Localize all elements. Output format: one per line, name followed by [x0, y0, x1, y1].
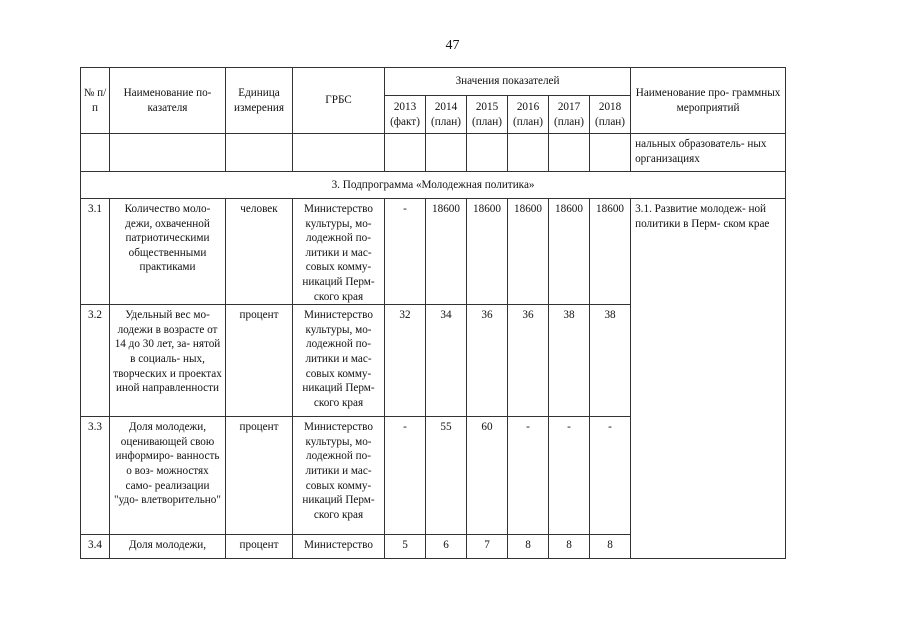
indicators-table [80, 67, 786, 559]
row-value-2013: - [385, 199, 426, 305]
continuation-row [81, 134, 786, 172]
row-value-2015: 7 [467, 535, 508, 559]
table-row [81, 199, 786, 305]
header-name: Наименование по- казателя [110, 68, 226, 134]
row-grbs: Министерство [293, 535, 385, 559]
row-num: 3.4 [81, 535, 110, 559]
header-grbs: ГРБС [293, 68, 385, 134]
row-name: Удельный вес мо- лодежи в возрасте от 14 до 30 лет, за- нятой в социаль- ных, творческих и проектах иной направленности [110, 305, 226, 417]
row-value-2015: 18600 [467, 199, 508, 305]
row-value-2017: 18600 [549, 199, 590, 305]
row-value-2015: 36 [467, 305, 508, 417]
row-unit: процент [226, 417, 293, 535]
row-value-2016: 18600 [508, 199, 549, 305]
row-value-2013: 5 [385, 535, 426, 559]
row-name: Доля молодежи, [110, 535, 226, 559]
page-number: 47 [445, 38, 460, 53]
program-measure: 3.1. Развитие молодеж- ной политики в Перм- ском крае [631, 199, 786, 559]
row-value-2014: 18600 [426, 199, 467, 305]
row-unit: процент [226, 535, 293, 559]
header-row-top [81, 68, 786, 96]
row-value-2017: 8 [549, 535, 590, 559]
header-unit: Единица измерения [226, 68, 293, 134]
header-num: № п/п [81, 68, 110, 134]
header-year-2018: 2018 (план) [590, 96, 631, 134]
row-value-2017: 38 [549, 305, 590, 417]
row-num: 3.1 [81, 199, 110, 305]
row-value-2017: - [549, 417, 590, 535]
row-value-2014: 6 [426, 535, 467, 559]
row-value-2014: 55 [426, 417, 467, 535]
row-value-2014: 34 [426, 305, 467, 417]
row-num: 3.2 [81, 305, 110, 417]
row-name: Доля молодежи, оценивающей свою информиро- ванность о воз- можностях само- реализации "удо- влетворительно" [110, 417, 226, 535]
row-grbs: Министерство культуры, мо- лодежной по- литики и мас- совых комму- никаций Перм- ского края [293, 199, 385, 305]
row-value-2016: 36 [508, 305, 549, 417]
row-value-2018: - [590, 417, 631, 535]
row-value-2016: 8 [508, 535, 549, 559]
row-value-2018: 8 [590, 535, 631, 559]
row-unit: человек [226, 199, 293, 305]
row-name: Количество моло- дежи, охваченной патриотическими общественными практиками [110, 199, 226, 305]
row-unit: процент [226, 305, 293, 417]
header-values-group: Значения показателей [385, 68, 631, 96]
row-value-2016: - [508, 417, 549, 535]
header-program: Наименование про- граммных мероприятий [631, 68, 786, 134]
row-value-2013: 32 [385, 305, 426, 417]
subprogram-title: 3. Подпрограмма «Молодежная политика» [81, 172, 786, 199]
header-year-2017: 2017 (план) [549, 96, 590, 134]
row-num: 3.3 [81, 417, 110, 535]
row-value-2018: 38 [590, 305, 631, 417]
header-year-2013: 2013 (факт) [385, 96, 426, 134]
row-grbs: Министерство культуры, мо- лодежной по- литики и мас- совых комму- никаций Перм- ского края [293, 305, 385, 417]
header-year-2015: 2015 (план) [467, 96, 508, 134]
header-year-2016: 2016 (план) [508, 96, 549, 134]
row-value-2013: - [385, 417, 426, 535]
subprogram-row [81, 172, 786, 199]
row-value-2015: 60 [467, 417, 508, 535]
row-value-2018: 18600 [590, 199, 631, 305]
header-year-2014: 2014 (план) [426, 96, 467, 134]
row-grbs: Министерство культуры, мо- лодежной по- литики и мас- совых комму- никаций Перм- ского края [293, 417, 385, 535]
continuation-text: нальных образователь- ных организациях [631, 134, 786, 172]
